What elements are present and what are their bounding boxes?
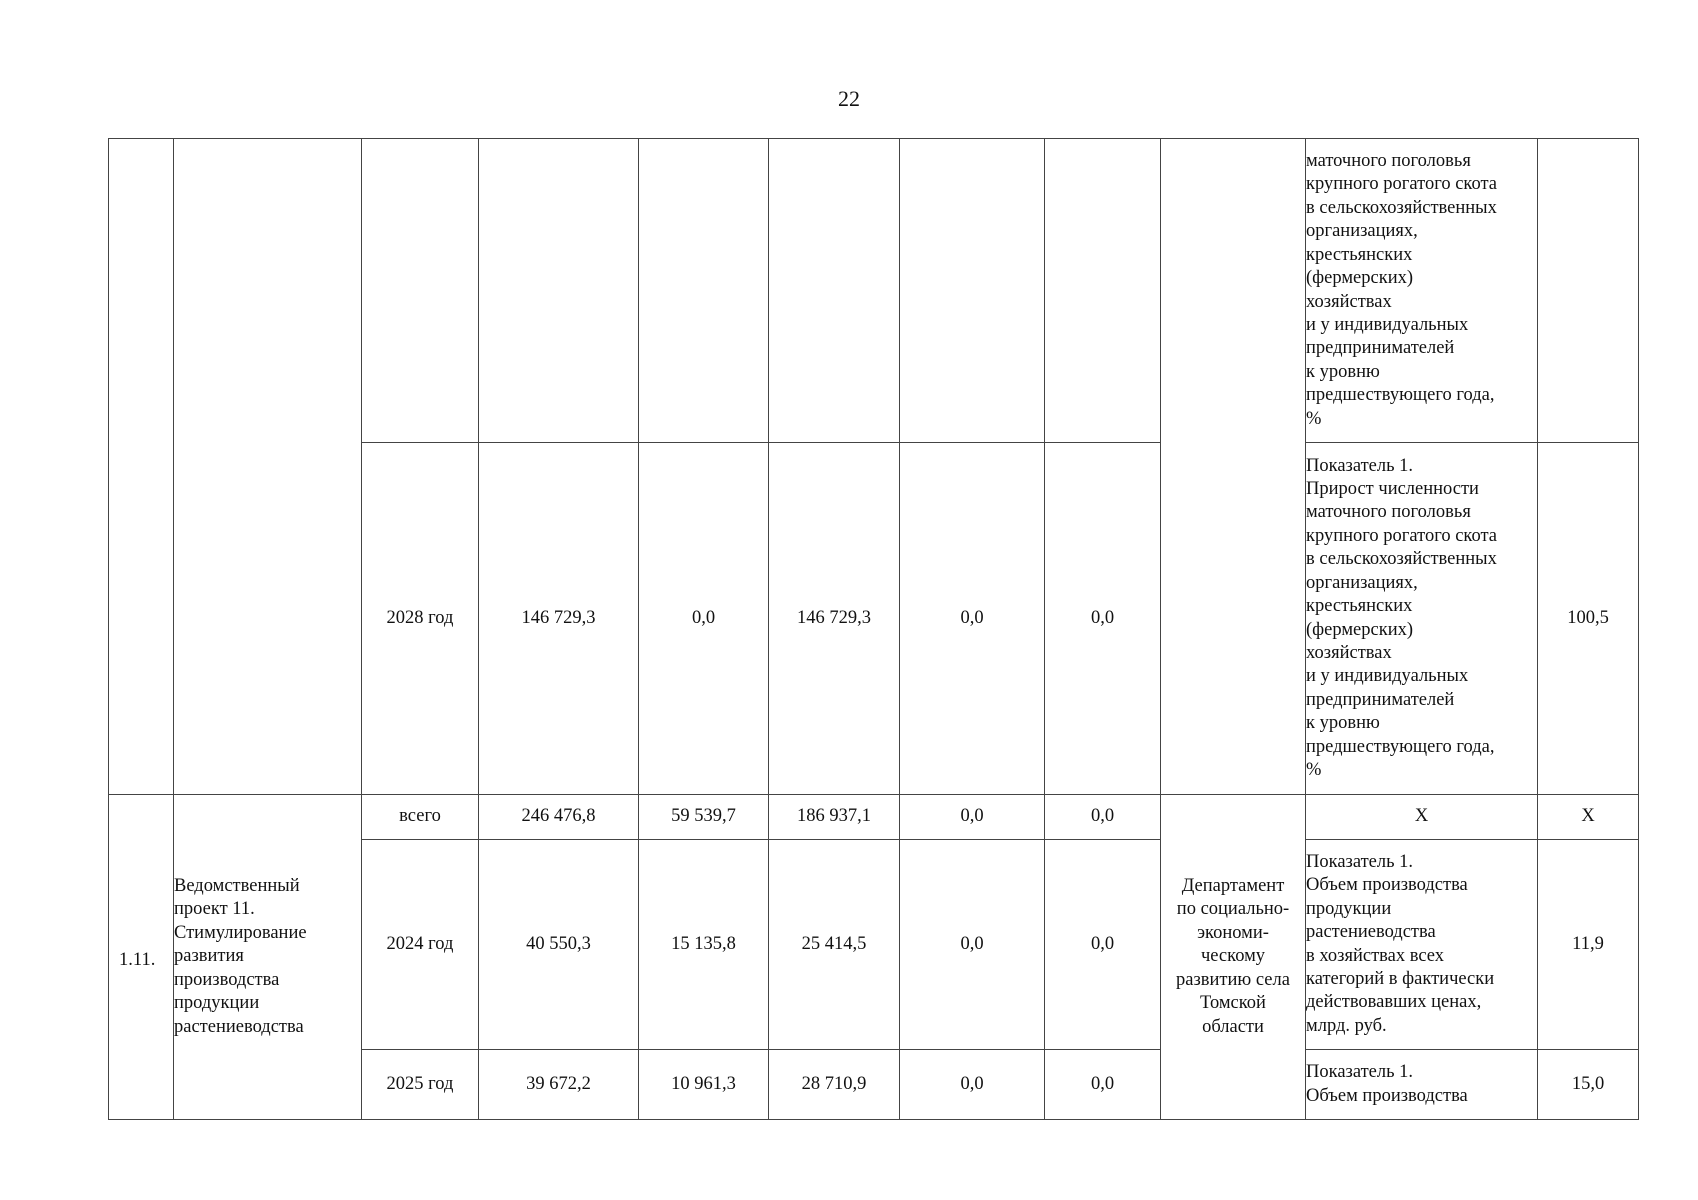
funding-cell: 186 937,1 — [769, 795, 900, 840]
indicator-cell: Показатель 1. Прирост численности маточного поголовья крупного рогатого скота в сельскохозяйственных организациях, крестьянских (фермерских) хозяйствах и у индивидуальных предпринимателей к уровню предшествующего года, % — [1306, 443, 1538, 795]
indicator-value-cell: 100,5 — [1538, 443, 1639, 795]
funding-cell: 0,0 — [639, 443, 769, 795]
funding-cell: 0,0 — [1045, 443, 1161, 795]
funding-cell: 0,0 — [1045, 795, 1161, 840]
row-number-cell: 1.11. — [109, 795, 174, 1120]
period-cell: 2025 год — [362, 1050, 479, 1120]
funding-cell: 28 710,9 — [769, 1050, 900, 1120]
funding-cell: 0,0 — [900, 1050, 1045, 1120]
funding-cell: 0,0 — [900, 840, 1045, 1050]
table-row — [109, 139, 1639, 443]
indicator-cell: Х — [1306, 795, 1538, 840]
funding-cell — [639, 139, 769, 443]
funding-cell: 25 414,5 — [769, 840, 900, 1050]
total-cell: 40 550,3 — [479, 840, 639, 1050]
indicator-cell: Показатель 1. Объем производства продукции растениеводства в хозяйствах всех категорий в фактически действовавших ценах, млрд. руб. — [1306, 840, 1538, 1050]
department-cell: Департамент по социально- экономи- ческому развитию села Томской области — [1161, 795, 1306, 1120]
period-cell: 2024 год — [362, 840, 479, 1050]
table-row — [109, 795, 1639, 840]
funding-cell: 0,0 — [900, 443, 1045, 795]
funding-cell: 0,0 — [1045, 1050, 1161, 1120]
indicator-cell: Показатель 1. Объем производства — [1306, 1050, 1538, 1120]
funding-cell: 0,0 — [900, 795, 1045, 840]
total-cell — [479, 139, 639, 443]
total-cell: 246 476,8 — [479, 795, 639, 840]
funding-cell — [769, 139, 900, 443]
indicator-cell: маточного поголовья крупного рогатого скота в сельскохозяйственных организациях, крестьянских (фермерских) хозяйствах и у индивидуальных предпринимателей к уровню предшествующего года, % — [1306, 139, 1538, 443]
funding-cell — [1045, 139, 1161, 443]
department-cell — [1161, 139, 1306, 795]
funding-cell: 10 961,3 — [639, 1050, 769, 1120]
funding-cell: 15 135,8 — [639, 840, 769, 1050]
period-cell: всего — [362, 795, 479, 840]
indicator-value-cell: Х — [1538, 795, 1639, 840]
funding-cell: 59 539,7 — [639, 795, 769, 840]
page-number: 22 — [838, 86, 860, 111]
period-cell — [362, 139, 479, 443]
indicator-value-cell: 15,0 — [1538, 1050, 1639, 1120]
period-cell: 2028 год — [362, 443, 479, 795]
funding-cell: 146 729,3 — [769, 443, 900, 795]
project-name-cell — [174, 139, 362, 795]
total-cell: 39 672,2 — [479, 1050, 639, 1120]
total-cell: 146 729,3 — [479, 443, 639, 795]
funding-cell — [900, 139, 1045, 443]
indicator-value-cell — [1538, 139, 1639, 443]
project-name-cell: Ведомственный проект 11. Стимулирование развития производства продукции растениеводства — [174, 795, 362, 1120]
row-number-cell — [109, 139, 174, 795]
indicator-value-cell: 11,9 — [1538, 840, 1639, 1050]
program-table — [108, 138, 1639, 1120]
funding-cell: 0,0 — [1045, 840, 1161, 1050]
